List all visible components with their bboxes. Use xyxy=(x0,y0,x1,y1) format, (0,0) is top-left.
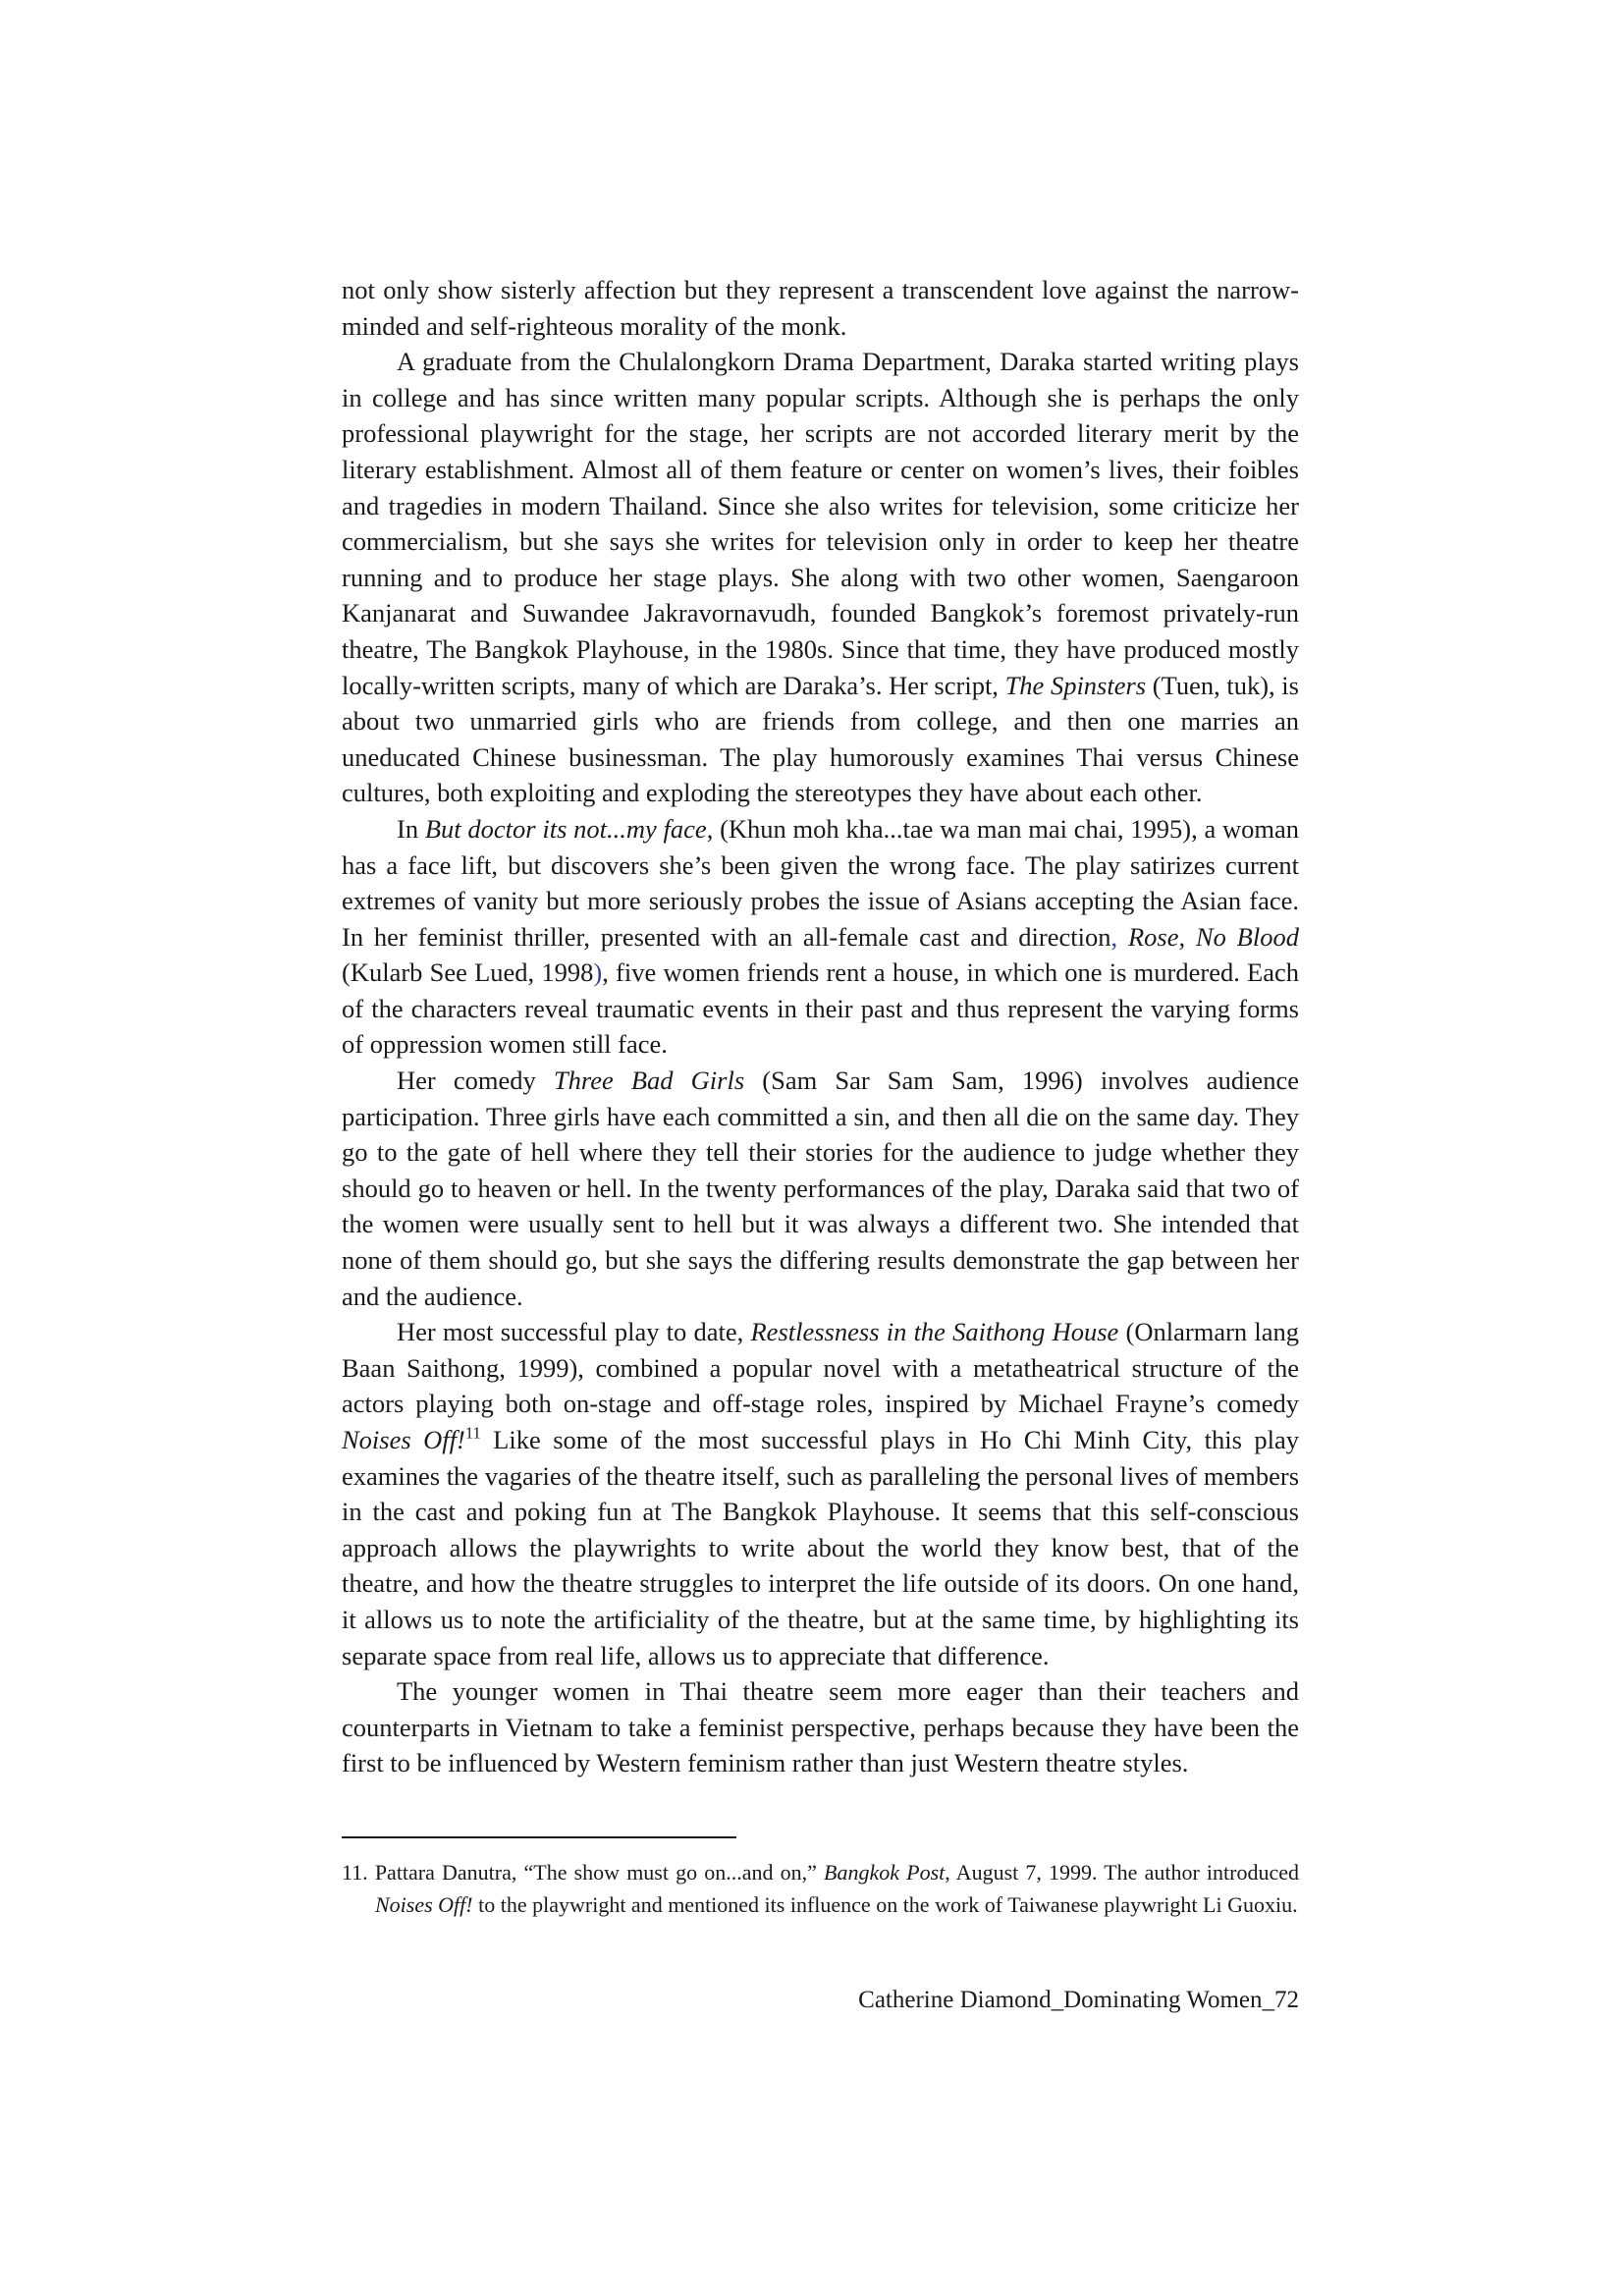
italic-title: The Spinsters xyxy=(1004,670,1147,700)
text-run: (Onlarmarn lang Baan Saithong, 1999), combined a popular novel with a metatheatrical structure of the actors playing both on-stage and off-stage roles, inspired by Michael Frayne’s comedy xyxy=(342,1317,1300,1419)
text-run: ) xyxy=(593,957,603,988)
italic-title: Bangkok Post xyxy=(824,1860,946,1885)
italic-title: Rose, No Blood xyxy=(1127,921,1299,952)
paragraph xyxy=(342,1063,1299,1314)
text-run: , xyxy=(1110,921,1118,952)
text-run: Her comedy xyxy=(397,1066,554,1096)
text-run: , (Khun moh kha...tae wa man mai chai, 1995), a woman has a face lift, but discovers she’s been given the wrong face. The play satirizes current extremes of vanity but more seriously probes the issue of Asians accepting the Asian face. In her feminist thriller, presented with an all-female cast and direction xyxy=(342,813,1299,952)
paragraph xyxy=(342,1673,1299,1781)
text-run: Her most successful play to date, xyxy=(397,1317,751,1347)
paragraph xyxy=(342,811,1299,1063)
italic-title: Noises Off! xyxy=(375,1892,473,1917)
italic-title: Restlessness in the Saithong House xyxy=(750,1317,1119,1347)
footnote-text xyxy=(342,1856,1299,1921)
text-run xyxy=(1117,922,1128,952)
text-run: 11. Pattara Danutra, “The show must go on...and on,” xyxy=(342,1860,825,1885)
text-run: A graduate from the Chulalongkorn Drama Department, Daraka started writing plays in college and has since written many popular scripts. Although she is perhaps the only professional playwright for the stage, her scripts are not accorded literary merit by the literary establishment. Almost all of them feature or center on women’s lives, their foibles and tragedies in modern Thailand. Since she also writes for television, some criticize her commercialism, but she says she writes for television only in order to keep her theatre running and to produce her stage plays. She along with two other women, Saengaroon Kanjanarat and Suwandee Jakravornavudh, founded Bangkok’s foremost privately-run theatre, The Bangkok Playhouse, in the 1980s. Since that time, they have produced mostly locally-written scripts, many of which are Daraka’s. Her script, xyxy=(342,347,1299,700)
text-run: Like some of the most successful plays in Ho Chi Minh City, this play examines the vagaries of the theatre itself, such as paralleling the personal lives of members in the cast and poking fun at The Bangkok Playhouse. It seems that this self-conscious approach allows the playwrights to write about the world they know best, that of the theatre, and how the theatre struggles to interpret the life outside of its doors. On one hand, it allows us to note the artificiality of the theatre, but at the same time, by highlighting its separate space from real life, allows us to appreciate that difference. xyxy=(342,1425,1300,1670)
text-run: not only show sisterly affection but they represent a transcendent love against the narrow-minded and self-righteous morality of the monk. xyxy=(342,275,1299,341)
footnote xyxy=(342,1856,1299,1921)
text-run: (Tuen, tuk), is about two unmarried girls who are friends from college, and then one marries an uneducated Chinese businessman. The play humorously examines Thai versus Chinese cultures, both exploiting and exploding the stereotypes they have about each other. xyxy=(342,670,1299,808)
body-text xyxy=(342,272,1299,1781)
footnote-divider xyxy=(342,1836,736,1838)
text-run: , August 7, 1999. The author introduced xyxy=(945,1860,1299,1885)
text-run: (Sam Sar Sam Sam, 1996) involves audience participation. Three girls have each committed a sin, and then all die on the same day. They go to the gate of hell where they tell their stories for the audience to judge whether they should go to heaven or hell. In the twenty performances of the play, Daraka said that two of the women were usually sent to hell but it was always a different two. She intended that none of them should go, but she says the differing results demonstrate the gap between her and the audience. xyxy=(342,1066,1299,1311)
italic-title: Noises Off! xyxy=(342,1425,465,1454)
italic-title: Three Bad Girls xyxy=(553,1066,745,1096)
page-footer: Catherine Diamond_Dominating Women_72 xyxy=(858,1987,1299,2013)
text-run: The younger women in Thai theatre seem more eager than their teachers and counterparts in Vietnam to take a feminist perspective, perhaps because they have been the first to be influenced by Western feminism rather than just Western theatre styles. xyxy=(342,1676,1299,1778)
text-run: (Kularb See Lued, 1998 xyxy=(342,957,594,988)
text-run: , five women friends rent a house, in which one is murdered. Each of the characters reveal traumatic events in their past and thus represent the varying forms of oppression women still face. xyxy=(342,957,1299,1060)
text-run: In xyxy=(397,813,425,844)
text-run: to the playwright and mentioned its influence on the work of Taiwanese playwright Li Guoxiu. xyxy=(472,1892,1298,1917)
paragraph xyxy=(342,344,1299,811)
italic-title: But doctor its not...my face xyxy=(424,813,707,844)
paragraph xyxy=(342,1314,1299,1673)
paragraph xyxy=(342,272,1299,344)
footnote-ref: 11 xyxy=(464,1423,481,1443)
